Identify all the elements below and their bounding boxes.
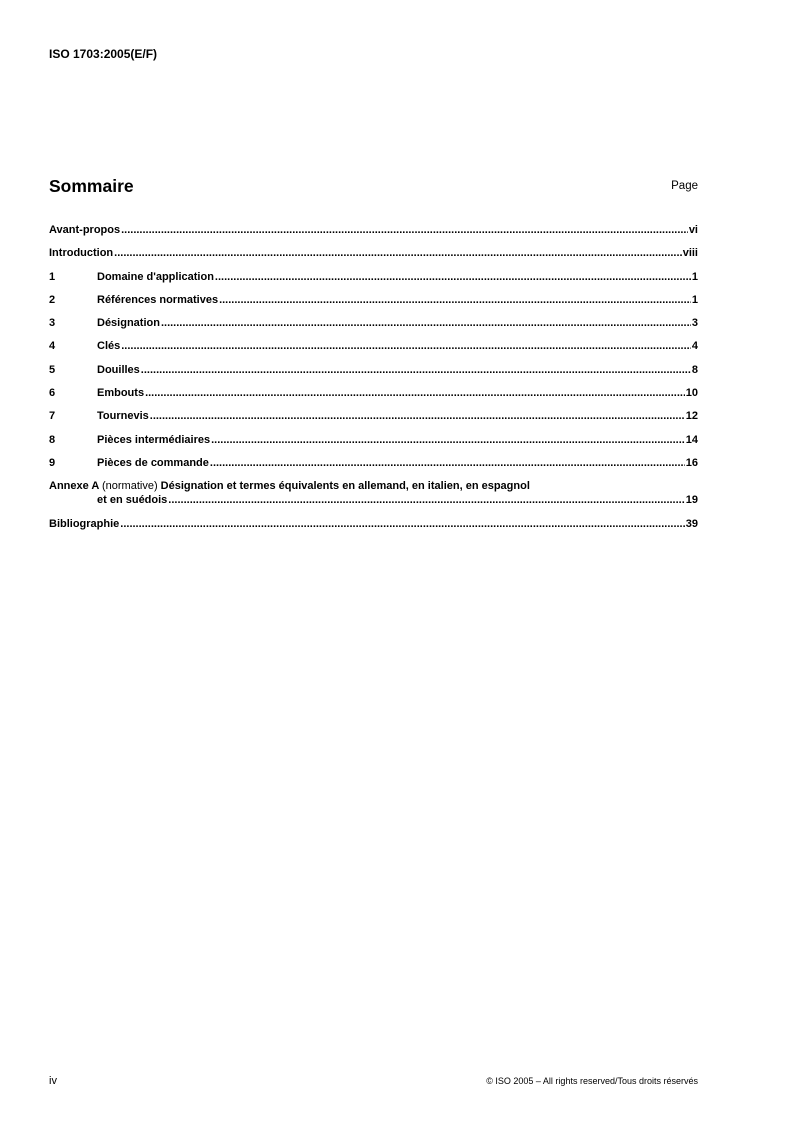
toc-entry-5[interactable] [49,364,698,387]
toc-entry-label: Embouts [97,387,145,400]
toc-entry-page: 14 [685,433,698,446]
toc-entry-page: 12 [685,410,698,423]
toc-leader-dots [150,410,685,422]
document-id: ISO 1703:2005(E/F) [49,47,158,61]
toc-entry-6[interactable] [49,387,698,410]
toc-entry-2[interactable] [49,294,698,317]
toc-entry-number: 5 [49,363,56,376]
toc-entry-number: 4 [49,340,56,353]
toc-leader-dots [121,224,688,236]
toc-leader-dots [168,494,684,506]
toc-entry-number: 9 [49,456,56,469]
toc-leader-dots [141,364,691,376]
toc-entry-label: Pièces intermédiaires [97,433,211,446]
toc-entry-1[interactable] [49,271,698,294]
toc-entry-number: 3 [49,317,56,330]
toc-entry-7[interactable] [49,410,698,433]
toc-entry-page: 19 [685,494,698,507]
toc-entry-number: 7 [49,410,56,423]
toc-entry-page: 1 [691,293,698,306]
toc-entry-page: 1 [691,270,698,283]
annex-qualifier: (normative) [101,480,158,493]
toc-entry-label: Tournevis [97,410,149,423]
toc-leader-dots [161,317,691,329]
toc-entry-label: Désignation [97,317,160,330]
toc-entry-label: Domaine d'application [97,270,214,283]
toc-entry-8[interactable] [49,434,698,457]
toc-entry-page: 8 [691,363,698,376]
toc-entry-number: 2 [49,293,56,306]
page-column-label: Page [671,180,698,192]
toc-entry-label: Avant-propos [49,224,121,236]
footer-copyright: © ISO 2005 – All rights reserved/Tous droits réservés [486,1076,698,1086]
toc-title: Sommaire [49,176,134,196]
toc-leader-dots [121,340,691,352]
toc-entry-9[interactable] [49,457,698,480]
footer-page-number: iv [49,1075,57,1087]
toc-entry-number: 8 [49,433,56,446]
toc-entry-label: Pièces de commande [97,456,209,469]
toc-leader-dots [211,434,685,446]
annex-title-line1: Désignation et termes équivalents en allemand, en italien, en espagnol [160,480,530,493]
toc-entry-page: vi [688,224,698,236]
toc-leader-dots [114,247,682,259]
toc-entry-bibliography[interactable] [49,518,698,541]
toc-entry-number: 1 [49,270,56,283]
toc-entry-page: 39 [685,518,698,531]
toc-entry-page: 4 [691,340,698,353]
toc-leader-dots [120,518,684,530]
toc-leader-dots [210,457,685,469]
toc-entry-page: 16 [685,456,698,469]
toc-entry-page: 10 [685,387,698,400]
toc-entry-label: Bibliographie [49,518,120,531]
annex-title-line2: et en suédois [97,494,168,507]
toc-leader-dots [215,271,691,283]
table-of-contents [49,224,698,542]
toc-entry-label: Références normatives [97,293,219,306]
toc-entry-foreword[interactable] [49,224,698,247]
toc-leader-dots [219,294,691,306]
toc-entry-label: Clés [97,340,121,353]
toc-entry-label: Introduction [49,247,114,260]
toc-entry-annex-a[interactable] [49,480,698,516]
toc-entry-page: viii [682,247,698,260]
toc-entry-label: Douilles [97,363,140,376]
toc-entry-3[interactable] [49,317,698,340]
toc-entry-4[interactable] [49,340,698,363]
toc-leader-dots [145,387,685,399]
annex-prefix: Annexe A [49,480,99,493]
toc-entry-page: 3 [691,317,698,330]
toc-entry-introduction[interactable] [49,247,698,270]
toc-entry-number: 6 [49,387,56,400]
